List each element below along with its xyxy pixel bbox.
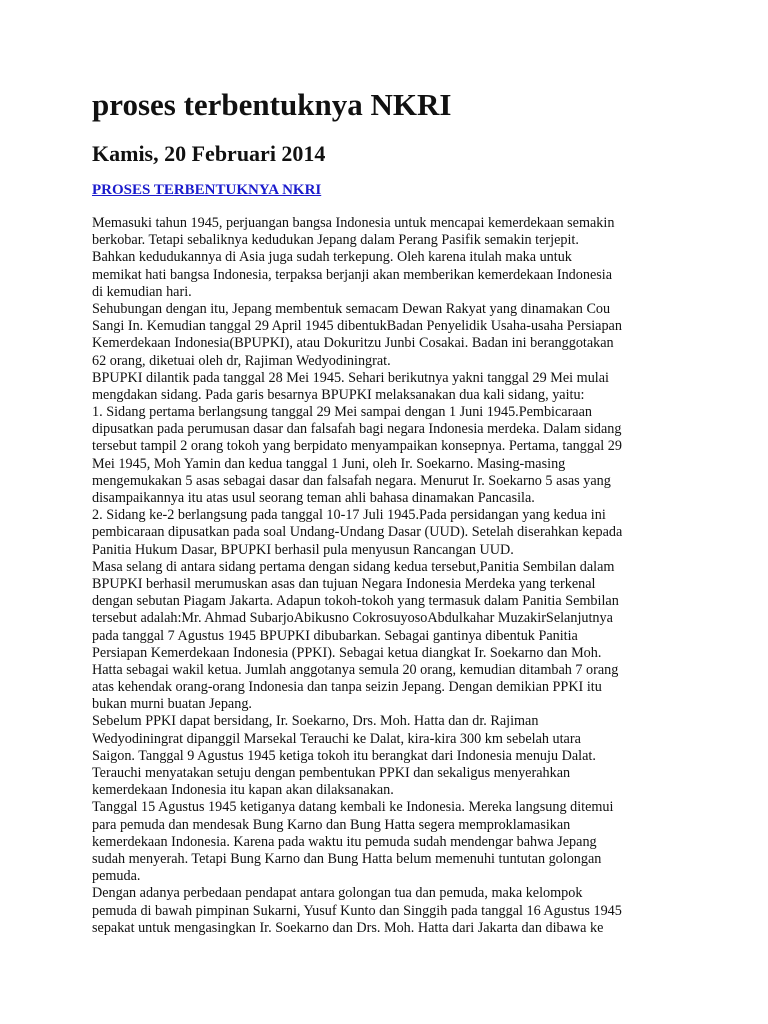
body-text-line: Hatta sebagai wakil ketua. Jumlah anggotanya semula 20 orang, kemudian ditambah 7 orang bbox=[92, 661, 619, 678]
body-text-line: dengan sebutan Piagam Jakarta. Adapun tokoh-tokoh yang termasuk dalam Panitia Sembilan bbox=[92, 593, 619, 610]
body-text-line: Dengan adanya perbedaan pendapat antara golongan tua dan pemuda, maka kelompok bbox=[92, 885, 583, 902]
body-text-line: kemerdekaan Indonesia itu kapan akan dilaksanakan. bbox=[92, 782, 394, 799]
body-text-line: Mei 1945, Moh Yamin dan kedua tanggal 1 Juni, oleh Ir. Soekarno. Masing-masing bbox=[92, 455, 566, 472]
body-text-line: 2. Sidang ke-2 berlangsung pada tanggal 10-17 Juli 1945.Pada persidangan yang kedua ini bbox=[92, 507, 606, 524]
body-text-line: BPUPKI berhasil merumuskan asas dan tujuan Negara Indonesia Merdeka yang terkenal bbox=[92, 575, 596, 592]
body-text-line: Memasuki tahun 1945, perjuangan bangsa Indonesia untuk mencapai kemerdekaan semakin bbox=[92, 215, 615, 231]
body-text-line: pemuda. bbox=[92, 868, 141, 885]
body-text-line: sepakat untuk mengasingkan Ir. Soekarno dan Drs. Moh. Hatta dari Jakarta dan dibawa ke bbox=[92, 919, 604, 936]
body-text-line: Bahkan kedudukannya di Asia juga sudah terkepung. Oleh karena itulah maka untuk bbox=[92, 249, 572, 266]
body-text-line: BPUPKI dilantik pada tanggal 28 Mei 1945. Sehari berikutnya yakni tanggal 29 Mei mulai bbox=[92, 369, 609, 386]
body-text-line: 1. Sidang pertama berlangsung tanggal 29 Mei sampai dengan 1 Juni 1945.Pembicaraan bbox=[92, 404, 592, 421]
body-text-line: Sebelum PPKI dapat bersidang, Ir. Soekarno, Drs. Moh. Hatta dan dr. Rajiman bbox=[92, 713, 539, 730]
post-date: Kamis, 20 Februari 2014 bbox=[92, 141, 326, 166]
body-text-line: tersebut adalah:Mr. Ahmad SubarjoAbikusno CokrosuyosoAbdulkahar MuzakirSelanjutnya bbox=[92, 610, 613, 627]
body-text-line: 62 orang, diketuai oleh dr, Rajiman Wedyodiningrat. bbox=[92, 352, 391, 369]
body-text-line: atas kehendak orang-orang Indonesia dan tanpa seizin Jepang. Dengan demikian PPKI itu bbox=[92, 679, 602, 696]
body-text-line: Saigon. Tanggal 9 Agustus 1945 ketiga tokoh itu berangkat dari Indonesia menuju Dalat. bbox=[92, 747, 596, 764]
article-body bbox=[92, 215, 692, 937]
body-text-line: Sangi In. Kemudian tanggal 29 April 1945 dibentukBadan Penyelidik Usaha-usaha Persiapan bbox=[92, 318, 622, 335]
body-text-line: pembicaraan dipusatkan pada soal Undang-Undang Dasar (UUD). Setelah diserahkan kepada bbox=[92, 524, 623, 541]
body-text-line: Wedyodiningrat dipanggil Marsekal Terauchi ke Dalat, kira-kira 300 km sebelah utara bbox=[92, 730, 581, 747]
body-text-line: Masa selang di antara sidang pertama dengan sidang kedua tersebut,Panitia Sembilan dalam bbox=[92, 558, 615, 575]
body-text-line: Kemerdekaan Indonesia(BPUPKI), atau Dokuritzu Junbi Cosakai. Badan ini beranggotakan bbox=[92, 335, 614, 352]
body-text-line: para pemuda dan mendesak Bung Karno dan Bung Hatta segera memproklamasikan bbox=[92, 816, 571, 833]
body-text-line: memikat hati bangsa Indonesia, terpaksa berjanji akan memberikan kemerdekaan Indonesia bbox=[92, 266, 613, 283]
body-text-line: Panitia Hukum Dasar, BPUPKI berhasil pula menyusun Rancangan UUD. bbox=[92, 541, 514, 558]
body-text-line: dipusatkan pada perumusan dasar dan falsafah bagi negara Indonesia merdeka. Dalam sidang bbox=[92, 421, 622, 438]
body-text-line: Tanggal 15 Agustus 1945 ketiganya datang kembali ke Indonesia. Mereka langsung ditemui bbox=[92, 799, 614, 816]
body-text-line: pada tanggal 7 Agustus 1945 BPUPKI dibubarkan. Sebagai gantinya dibentuk Panitia bbox=[92, 627, 578, 644]
body-text-line: disampaikannya itu atas usul seorang teman ahli bahasa dinamakan Pancasila. bbox=[92, 490, 535, 506]
body-text-line: kemerdekaan Indonesia. Karena pada waktu itu pemuda sudah mendengar bahwa Jepang bbox=[92, 833, 597, 850]
body-text-line: berkobar. Tetapi sebaliknya kedudukan Jepang dalam Perang Pasifik semakin terjepit. bbox=[92, 232, 579, 249]
body-text-line: Sehubungan dengan itu, Jepang membentuk semacam Dewan Rakyat yang dinamakan Cou bbox=[92, 300, 611, 317]
body-text-line: bukan murni buatan Jepang. bbox=[92, 696, 252, 713]
body-text-line: Terauchi menyatakan setuju dengan pembentukan PPKI dan sekaligus menyerahkan bbox=[92, 765, 571, 781]
body-text-line: pemuda di bawah pimpinan Sukarni, Yusuf Kunto dan Singgih pada tanggal 16 Agustus 1945 bbox=[92, 902, 622, 919]
body-text-line: mengdakan sidang. Pada garis besarnya BPUPKI melaksanakan dua kali sidang, yaitu: bbox=[92, 386, 585, 403]
body-text-line: tersebut tampil 2 orang tokoh yang berpidato menyampaikan konsepnya. Pertama, tanggal 29 bbox=[92, 438, 622, 455]
page-title: proses terbentuknya NKRI bbox=[92, 87, 452, 122]
body-text-line: Persiapan Kemerdekaan Indonesia (PPKI). Sebagai ketua diangkat Ir. Soekarno dan Moh. bbox=[92, 644, 602, 661]
post-title-link[interactable]: PROSES TERBENTUKNYA NKRI bbox=[92, 182, 322, 198]
body-text-line: di kemudian hari. bbox=[92, 283, 192, 300]
body-text-line: mengemukakan 5 asas sebagai dasar dan falsafah negara. Menurut Ir. Soekarno 5 asas yang bbox=[92, 472, 611, 489]
body-text-line: sudah menyerah. Tetapi Bung Karno dan Bung Hatta belum memenuhi tuntutan golongan bbox=[92, 850, 602, 867]
